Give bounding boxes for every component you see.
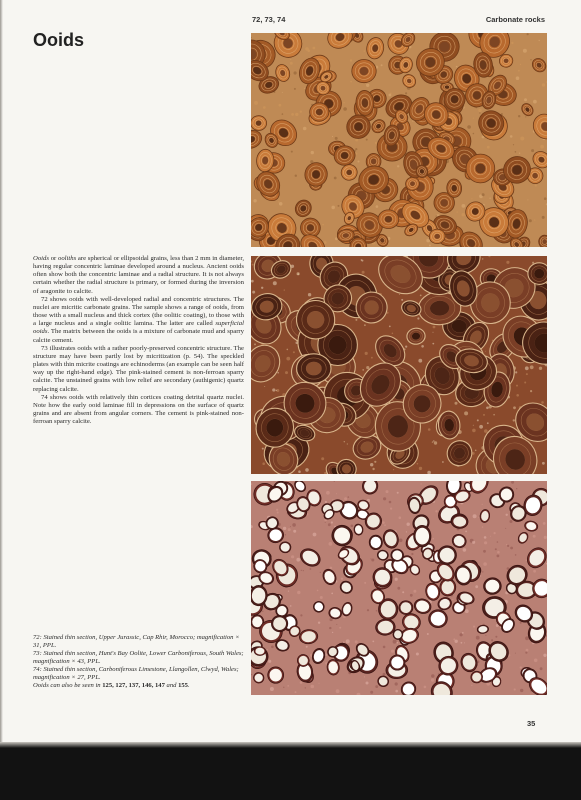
term-ooids: Ooids <box>33 255 49 262</box>
page-number: 35 <box>527 719 536 728</box>
paragraph-2-text: 72 shows ooids with well-developed radial and concentric structures. The nuclei are micritic carbonate grains. The sample shows a range of ooids, from those with a small nucleus and thick cortex (the oolitic coating), to those with a large nucleus and a single oolitic lamina. The latter are called <box>33 295 244 328</box>
paragraph-3: 73 illustrates ooids with a rather poorly-preserved concentric structure. The structure may have been partly lost by micritization (p. 54). The speckled plates with thin micrite coatings are echinoderms (an example can be seen half way up the right-hand edge). The pink-stained cement is non-ferroan sparry calcite. The unstained grains with low relief are secondary (authigenic) quartz replacing calcite. <box>33 344 244 393</box>
photomicrograph-72 <box>251 33 547 247</box>
scan-bottom-band <box>0 742 581 800</box>
paragraph-2 <box>33 296 244 345</box>
figure-captions <box>33 634 245 690</box>
photomicrograph-73 <box>251 256 547 474</box>
cross-reference-text: and <box>164 682 179 689</box>
page-edge-shadow <box>0 0 3 742</box>
scan-band-edge <box>0 742 581 748</box>
paragraph-2-text: . The matrix between the ooids is a mixture of carbonate mud and sparry calcite cement. <box>33 328 244 344</box>
paragraph-1-text: or <box>48 255 58 262</box>
term-ooliths: ooliths <box>57 255 77 262</box>
caption-74: 74: Stained thin section, Carboniferous Limestone, Llangollen, Clwyd, Wales; magnification × 27, PPL. <box>33 666 239 681</box>
running-header <box>252 15 545 27</box>
photomicrograph-72-image <box>251 33 547 247</box>
photomicrograph-74-image <box>251 481 547 695</box>
paragraph-4: 74 shows ooids with relatively thin cortices coating detrital quartz nuclei. Note how the early ooid laminae fill in depressions on the surface of quartz grains and are absent from angular corners. The cement is pink-stained non-ferroan sparry calcite. <box>33 393 244 426</box>
cross-reference-text: . <box>187 682 190 689</box>
header-section-title: Carbonate rocks <box>485 15 545 24</box>
photomicrograph-74 <box>251 481 547 695</box>
caption-cross-reference <box>33 682 245 690</box>
paragraph-1-text: are spherical or ellipsoidal grains, less than 2 mm in diameter, having regular concentric laminae developed around a nucleus. Ancient ooids often show both the concentric laminae and a radial structure. It is not always certain whether the radial structure is primary, or formed during the inversion of aragonite to calcite. <box>33 255 244 295</box>
cross-reference-text: Ooids can also be seen in <box>33 682 103 689</box>
header-figure-numbers: 72, 73, 74 <box>252 15 286 24</box>
cross-reference-figures: 125, 127, 137, 146, 147 <box>102 682 165 689</box>
caption-72: 72: Stained thin section, Upper Jurassic, Cap Rhir, Morocco; magnification × 31, PPL. <box>33 634 240 649</box>
cross-reference-figure-last: 155 <box>178 682 188 689</box>
paragraph-1 <box>33 255 244 296</box>
page-title: Ooids <box>33 30 85 50</box>
term-superficial-ooids: superficial ooids <box>33 320 244 336</box>
caption-73: 73: Stained thin section, Hunt's Bay Oolite, Lower Carboniferous, South Wales; magnification × 43, PPL. <box>33 650 244 665</box>
body-text <box>33 255 244 426</box>
photomicrograph-73-image <box>251 256 547 474</box>
